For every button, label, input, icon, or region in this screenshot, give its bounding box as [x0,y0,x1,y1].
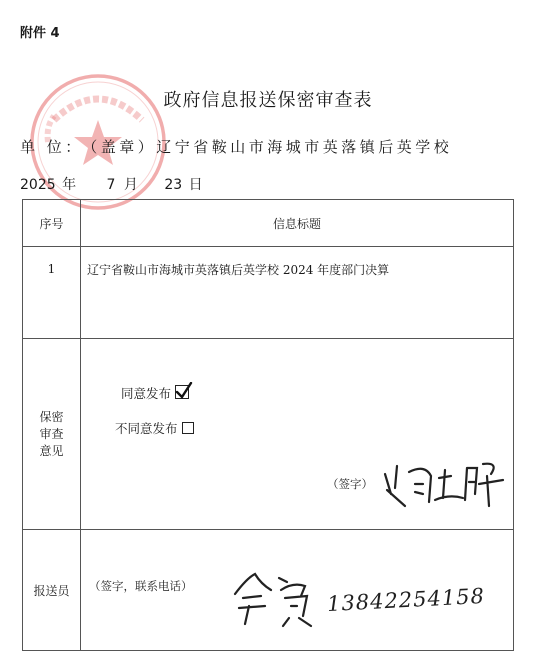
stamp-note: （盖章） [89,138,157,156]
review-table [22,199,514,651]
reviewer-signature [379,454,509,512]
agree-label: 同意发布 [121,386,172,401]
sender-signature [231,568,321,630]
unit-label: 单 位： [20,138,84,156]
date-year: 2025 [20,177,56,193]
date-day: 23 [164,177,183,193]
table-header-row [23,200,514,247]
form-title: 政府信息报送保密审查表 [163,90,373,111]
secret-label-line-3: 意见 [39,443,64,458]
secret-review-row [23,339,514,530]
row-no: 1 [23,247,81,339]
attachment-label: 附件 4 [20,26,60,41]
date-day-unit: 日 [188,177,203,193]
table-row [23,247,514,339]
row-title: 辽宁省鞍山市海城市英落镇后英学校 2024 年度部门决算 [81,247,514,339]
secret-review-label [23,339,81,530]
sender-note: （签字，联系电话） [89,579,193,593]
date-month: 7 [106,177,116,193]
checkmark-icon [175,382,193,400]
date-row [20,174,203,194]
secret-label-line-2: 审查 [39,426,64,441]
secret-label-line-1: 保密 [39,409,64,424]
header-no: 序号 [23,200,81,247]
sender-label: 报送员 [23,530,81,651]
sign-label: （签字） [327,477,373,491]
sender-row [23,530,514,651]
disagree-checkbox[interactable] [182,422,194,434]
agree-option[interactable] [121,384,189,402]
disagree-option[interactable] [115,419,194,437]
secret-review-cell [81,339,514,530]
disagree-label: 不同意发布 [115,421,178,436]
unit-row [20,136,452,157]
date-month-unit: 月 [123,177,138,193]
date-year-unit: 年 [62,177,77,193]
sender-phone: 13842254158 [326,583,486,617]
unit-name: 辽宁省鞍山市海城市英落镇后英学校 [156,138,453,156]
header-title: 信息标题 [81,200,514,247]
agree-checkbox[interactable] [175,385,189,399]
sender-cell [81,530,514,651]
